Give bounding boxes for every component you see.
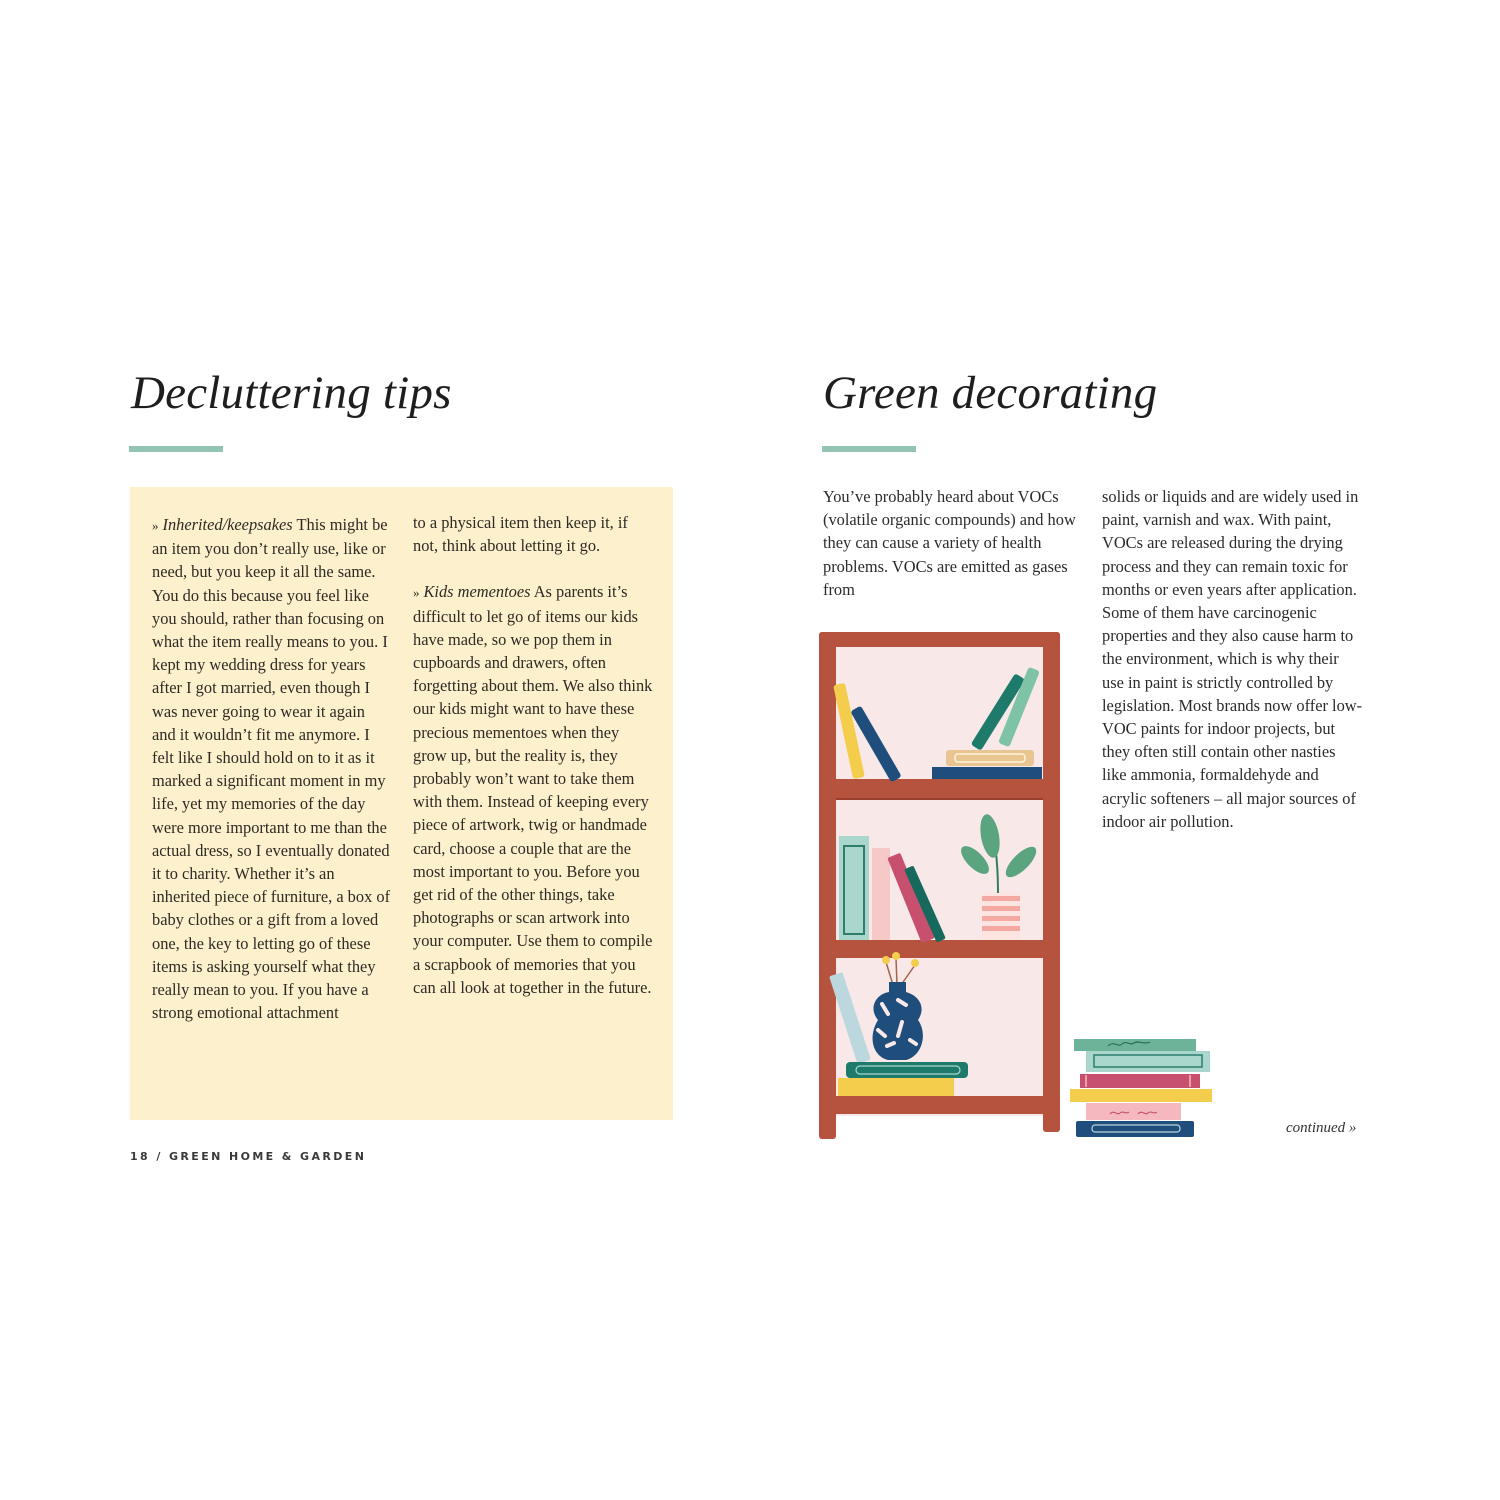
tip-body: This might be an item you don’t really use, like or need, but you keep it all the same. You do this because you feel like you should, rather than focusing on what the item really means to you. I kept my wedding dress for years after I got married, even though I was never going to wear it again and it wouldn’t fit me anymore. I felt like I should hold on to it as it marked a significant moment in my life, yet my memories of the day were more important to me than the actual dress, so I eventually donated it to charity. Whether it’s an inherited piece of furniture, a box of baby clothes or a gift from a loved one, the key to letting go of these items is asking yourself what they really mean to you. If you have a strong emotional attachment bbox=[152, 515, 391, 1023]
left-page-title: Decluttering tips bbox=[131, 367, 452, 419]
book-stack-navy bbox=[932, 767, 1042, 779]
shelf-board-3 bbox=[832, 1096, 1047, 1114]
book-yellow-flat bbox=[838, 1078, 954, 1096]
article-text: You’ve probably heard about VOCs (volatile organic compounds) and how they can cause a variety of health problems. VOCs are emitted as gases from bbox=[823, 487, 1076, 599]
shelf-frame-left bbox=[819, 632, 836, 1139]
page-number: 18 bbox=[130, 1150, 151, 1163]
book-title: GREEN HOME & GARDEN bbox=[169, 1150, 367, 1163]
shelf-frame-right bbox=[1043, 632, 1060, 1132]
book-pink-upright bbox=[872, 848, 890, 940]
tip-body: As parents it’s difficult to let go of items our kids have made, so we pop them in cupboards and drawers, often forgetting about them. We also think our kids might want to have these precious mementoes when they grow up, but the reality is, they probably won’t want to take them with them. Instead of keeping every piece of artwork, twig or handmade card, choose a couple that are the most important to you. Before you get rid of the other things, take photographs or scan artwork into your computer. Use them to compile a scrapbook of memories that you can all look at together in the future. bbox=[413, 582, 653, 997]
right-page-title: Green decorating bbox=[823, 367, 1158, 419]
shelf-board-2 bbox=[832, 940, 1047, 958]
book-stack-sand bbox=[946, 750, 1034, 766]
book-teal-flat bbox=[846, 1062, 968, 1078]
shelf-top bbox=[819, 632, 1060, 647]
footer-separator: / bbox=[156, 1150, 163, 1163]
tip-continuation: to a physical item then keep it, if not, think about letting it go. bbox=[413, 513, 628, 556]
shelf-board-1 bbox=[832, 779, 1047, 799]
bullet-marker-icon: » bbox=[413, 585, 420, 601]
plant-pot bbox=[982, 893, 1020, 940]
floor-book-stack bbox=[1070, 1039, 1212, 1137]
tip-lead: Kids mementoes bbox=[423, 582, 531, 602]
tip-lead: Inherited/keepsakes bbox=[162, 515, 293, 534]
article-text: solids or liquids and are widely used in paint, varnish and wax. With paint, VOCs are released during the drying process and they can remain toxic for months or even years after application. Some of them have carcinogenic properties and they also cause harm to the environment, which is why their use in paint is strictly controlled by legislation. Most brands now offer low-VOC paints for indoor projects, but they often still contain other nasties like ammonia, formaldehyde and acrylic softeners – all major sources of indoor air pollution. bbox=[1102, 487, 1363, 831]
continued-indicator: continued » bbox=[1286, 1120, 1357, 1136]
bullet-marker-icon: » bbox=[152, 518, 159, 533]
